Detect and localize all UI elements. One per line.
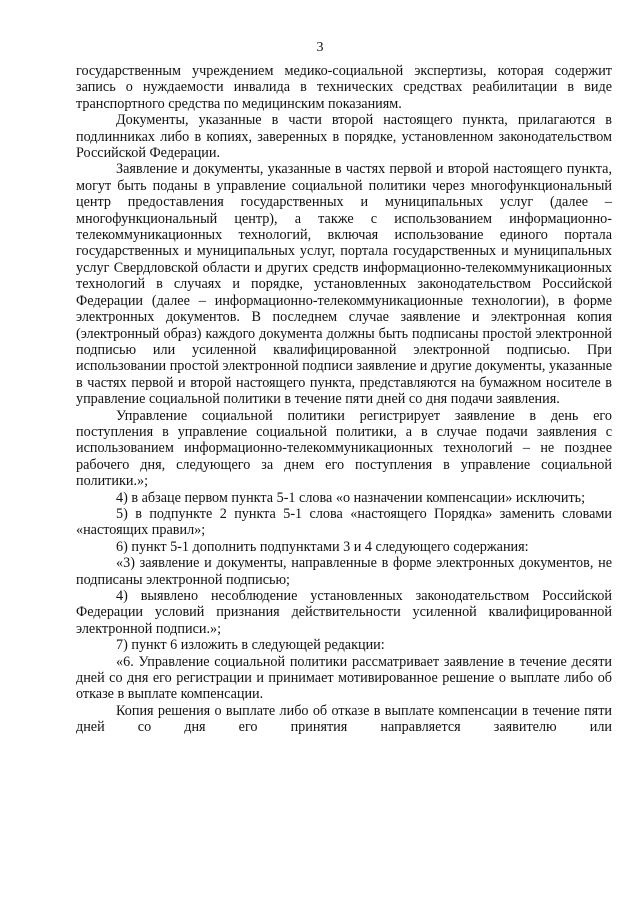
paragraph-registration: Управление социальной политики регистрирует заявление в день его поступления в управление социальной политики, а в случае подачи заявления с использованием информационно-телекоммуникационных технологий – не позднее рабочего дня, следующего за днем его поступления в управление социальной политики.»; (76, 407, 612, 490)
paragraph-electronic-submission: Заявление и документы, указанные в частях первой и второй настоящего пункта, могут быть поданы в управление социальной политики через многофункциональный центр предоставления государственных и муниципальных услуг (далее – многофункциональный центр), а также с использованием информационно-телекоммуникационных технологий, включая использование единого портала государственных и муниципальных услуг, портала государственных и муниципальных услуг Свердловской области и других средств информационно-телекоммуникационных технологий в случаях и порядке, установленных законодательством Российской Федерации (далее – информационно-телекоммуникационные технологии), в форме электронных документов. В последнем случае заявление и электронная копия (электронный образ) каждого документа должны быть подписаны простой электронной подписью или усиленной квалифицированной электронной подписью. При использовании простой электронной подписи заявление и другие документы, указанные в частях первой и второй настоящего пункта, представляются на бумажном носителе в управление социальной политики в течение пяти дней со дня подачи заявления. (76, 161, 612, 408)
point-6-text: «6. Управление социальной политики рассматривает заявление в течение десяти дней со дня его регистрации и принимает мотивированное решение о выплате либо об отказе в выплате компенсации. (76, 653, 612, 703)
subpoint-3: «3) заявление и документы, направленные в форме электронных документов, не подписаны электронной подписью; (76, 555, 612, 588)
paragraph-documents-attached: Документы, указанные в части второй настоящего пункта, прилагаются в подлинниках либо в копиях, заверенных в порядке, установленном законодательством Российской Федерации. (76, 112, 612, 162)
page-number: 3 (316, 40, 324, 55)
paragraph-continuation: государственным учреждением медико-социальной экспертизы, которая содержит запись о нуждаемости инвалида в технических средствах реабилитации в виде транспортного средства по медицинским показаниям. (76, 63, 612, 112)
subpoint-4: 4) выявлено несоблюдение установленных законодательством Российской Федерации условий признания действительности усиленной квалифицированной электронной подписи.»; (76, 588, 612, 637)
document-body (76, 63, 612, 736)
paragraph-decision-copy: Копия решения о выплате либо об отказе в выплате компенсации в течение пяти дней со дня его принятия направляется заявителю или (76, 702, 612, 736)
amendment-item-7: 7) пункт 6 изложить в следующей редакции: (116, 637, 385, 654)
amendment-item-4: 4) в абзаце первом пункта 5-1 слова «о назначении компенсации» исключить; (116, 489, 586, 506)
amendment-item-5: 5) в подпункте 2 пункта 5-1 слова «настоящего Порядка» заменить словами «настоящих правил»; (76, 505, 612, 539)
amendment-item-6: 6) пункт 5-1 дополнить подпунктами 3 и 4 следующего содержания: (116, 538, 529, 555)
